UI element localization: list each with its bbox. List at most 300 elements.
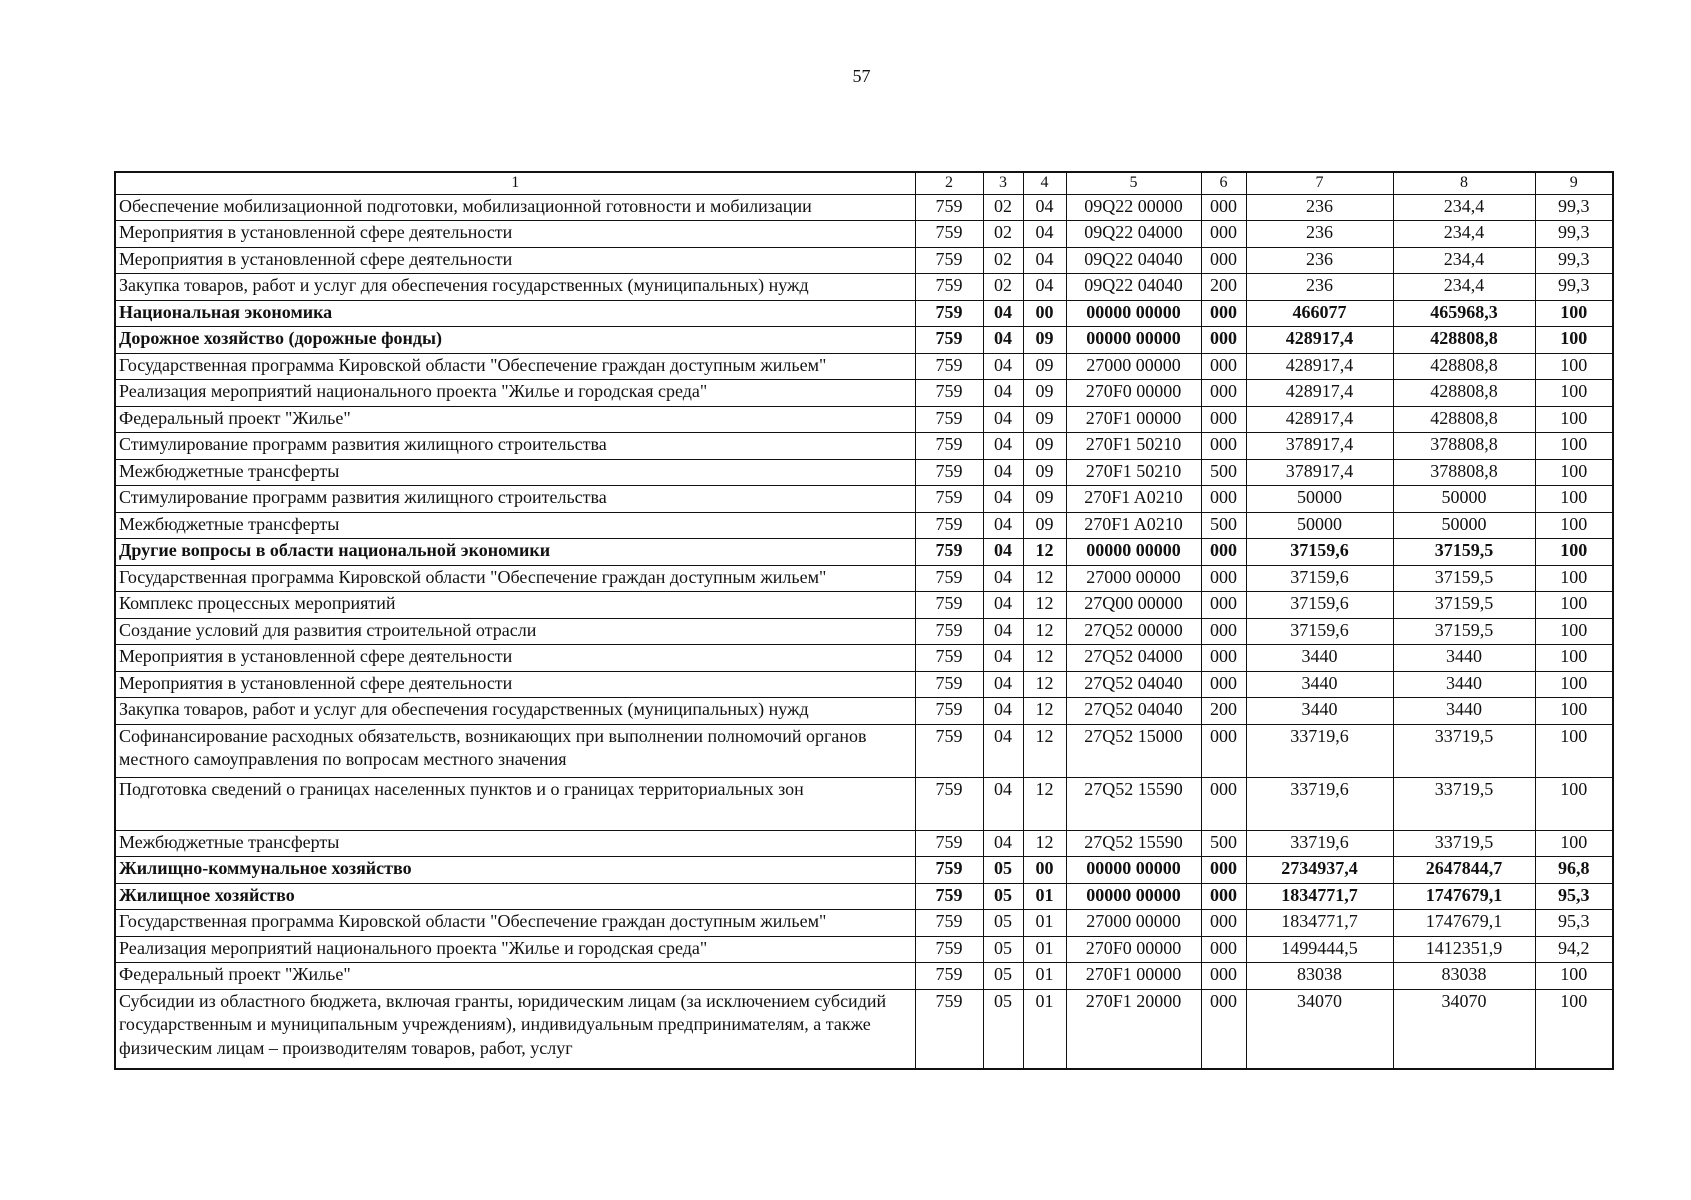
table-row bbox=[115, 777, 1613, 830]
expense-type-cell: 000 bbox=[1201, 433, 1246, 460]
table-row bbox=[115, 830, 1613, 857]
table-row bbox=[115, 618, 1613, 645]
row-name-cell: Федеральный проект "Жилье" bbox=[115, 963, 915, 990]
subsection-cell: 04 bbox=[1023, 274, 1066, 301]
actual-amount-cell: 234,4 bbox=[1393, 194, 1535, 221]
actual-amount-cell: 33719,5 bbox=[1393, 724, 1535, 777]
subsection-cell: 04 bbox=[1023, 247, 1066, 274]
row-name-cell: Другие вопросы в области национальной экономики bbox=[115, 539, 915, 566]
expense-type-cell: 000 bbox=[1201, 486, 1246, 513]
section-cell: 05 bbox=[983, 963, 1023, 990]
actual-amount-cell: 234,4 bbox=[1393, 221, 1535, 248]
expense-type-cell: 000 bbox=[1201, 247, 1246, 274]
row-name-cell: Закупка товаров, работ и услуг для обеспечения государственных (муниципальных) нужд bbox=[115, 274, 915, 301]
admin-code-cell: 759 bbox=[915, 936, 983, 963]
row-name-cell: Закупка товаров, работ и услуг для обеспечения государственных (муниципальных) нужд bbox=[115, 698, 915, 725]
table-body bbox=[115, 172, 1613, 1069]
subsection-cell: 12 bbox=[1023, 645, 1066, 672]
target-article-cell: 27Q52 15000 bbox=[1066, 724, 1201, 777]
table-row bbox=[115, 433, 1613, 460]
expense-type-cell: 000 bbox=[1201, 963, 1246, 990]
planned-amount-cell: 33719,6 bbox=[1246, 724, 1393, 777]
section-cell: 05 bbox=[983, 989, 1023, 1069]
percent-cell: 100 bbox=[1535, 327, 1613, 354]
actual-amount-cell: 428808,8 bbox=[1393, 353, 1535, 380]
table-row bbox=[115, 380, 1613, 407]
expense-type-cell: 000 bbox=[1201, 539, 1246, 566]
planned-amount-cell: 33719,6 bbox=[1246, 777, 1393, 830]
subsection-cell: 12 bbox=[1023, 777, 1066, 830]
section-cell: 04 bbox=[983, 777, 1023, 830]
subsection-cell: 09 bbox=[1023, 380, 1066, 407]
target-article-cell: 27Q52 04000 bbox=[1066, 645, 1201, 672]
expense-type-cell: 000 bbox=[1201, 380, 1246, 407]
row-name-cell: Комплекс процессных мероприятий bbox=[115, 592, 915, 619]
table-row bbox=[115, 247, 1613, 274]
header-cell: 7 bbox=[1246, 172, 1393, 194]
percent-cell: 100 bbox=[1535, 512, 1613, 539]
table-row bbox=[115, 698, 1613, 725]
percent-cell: 100 bbox=[1535, 565, 1613, 592]
subsection-cell: 04 bbox=[1023, 194, 1066, 221]
planned-amount-cell: 236 bbox=[1246, 221, 1393, 248]
section-cell: 04 bbox=[983, 645, 1023, 672]
percent-cell: 99,3 bbox=[1535, 194, 1613, 221]
admin-code-cell: 759 bbox=[915, 777, 983, 830]
target-article-cell: 27Q52 15590 bbox=[1066, 830, 1201, 857]
admin-code-cell: 759 bbox=[915, 989, 983, 1069]
expense-type-cell: 500 bbox=[1201, 459, 1246, 486]
row-name-cell: Жилищно-коммунальное хозяйство bbox=[115, 857, 915, 884]
planned-amount-cell: 236 bbox=[1246, 274, 1393, 301]
planned-amount-cell: 1834771,7 bbox=[1246, 910, 1393, 937]
target-article-cell: 27000 00000 bbox=[1066, 565, 1201, 592]
section-cell: 04 bbox=[983, 459, 1023, 486]
actual-amount-cell: 34070 bbox=[1393, 989, 1535, 1069]
admin-code-cell: 759 bbox=[915, 857, 983, 884]
section-cell: 05 bbox=[983, 883, 1023, 910]
admin-code-cell: 759 bbox=[915, 830, 983, 857]
table-row bbox=[115, 963, 1613, 990]
table-row bbox=[115, 857, 1613, 884]
percent-cell: 100 bbox=[1535, 539, 1613, 566]
header-cell: 1 bbox=[115, 172, 915, 194]
row-name-cell: Реализация мероприятий национального проекта "Жилье и городская среда" bbox=[115, 380, 915, 407]
row-name-cell: Национальная экономика bbox=[115, 300, 915, 327]
row-name-cell: Стимулирование программ развития жилищного строительства bbox=[115, 486, 915, 513]
expense-type-cell: 000 bbox=[1201, 618, 1246, 645]
percent-cell: 100 bbox=[1535, 592, 1613, 619]
actual-amount-cell: 428808,8 bbox=[1393, 380, 1535, 407]
subsection-cell: 09 bbox=[1023, 433, 1066, 460]
section-cell: 04 bbox=[983, 300, 1023, 327]
target-article-cell: 27000 00000 bbox=[1066, 910, 1201, 937]
percent-cell: 94,2 bbox=[1535, 936, 1613, 963]
admin-code-cell: 759 bbox=[915, 565, 983, 592]
table-row bbox=[115, 539, 1613, 566]
planned-amount-cell: 3440 bbox=[1246, 698, 1393, 725]
table-row bbox=[115, 936, 1613, 963]
section-cell: 02 bbox=[983, 221, 1023, 248]
row-name-cell: Софинансирование расходных обязательств, возникающих при выполнении полномочий органов местного самоуправления по вопросам местного значения bbox=[115, 724, 915, 777]
planned-amount-cell: 428917,4 bbox=[1246, 327, 1393, 354]
section-cell: 04 bbox=[983, 592, 1023, 619]
subsection-cell: 09 bbox=[1023, 406, 1066, 433]
expense-type-cell: 000 bbox=[1201, 406, 1246, 433]
planned-amount-cell: 428917,4 bbox=[1246, 406, 1393, 433]
percent-cell: 100 bbox=[1535, 989, 1613, 1069]
actual-amount-cell: 37159,5 bbox=[1393, 592, 1535, 619]
expense-type-cell: 000 bbox=[1201, 910, 1246, 937]
target-article-cell: 270F0 00000 bbox=[1066, 380, 1201, 407]
planned-amount-cell: 2734937,4 bbox=[1246, 857, 1393, 884]
admin-code-cell: 759 bbox=[915, 486, 983, 513]
admin-code-cell: 759 bbox=[915, 618, 983, 645]
row-name-cell: Стимулирование программ развития жилищного строительства bbox=[115, 433, 915, 460]
table-row bbox=[115, 671, 1613, 698]
actual-amount-cell: 37159,5 bbox=[1393, 618, 1535, 645]
planned-amount-cell: 378917,4 bbox=[1246, 433, 1393, 460]
percent-cell: 100 bbox=[1535, 433, 1613, 460]
section-cell: 05 bbox=[983, 910, 1023, 937]
row-name-cell: Межбюджетные трансферты bbox=[115, 830, 915, 857]
actual-amount-cell: 428808,8 bbox=[1393, 406, 1535, 433]
expense-type-cell: 000 bbox=[1201, 194, 1246, 221]
table-row bbox=[115, 274, 1613, 301]
admin-code-cell: 759 bbox=[915, 963, 983, 990]
percent-cell: 99,3 bbox=[1535, 247, 1613, 274]
target-article-cell: 270F1 A0210 bbox=[1066, 486, 1201, 513]
row-name-cell: Создание условий для развития строительной отрасли bbox=[115, 618, 915, 645]
admin-code-cell: 759 bbox=[915, 406, 983, 433]
admin-code-cell: 759 bbox=[915, 353, 983, 380]
admin-code-cell: 759 bbox=[915, 327, 983, 354]
target-article-cell: 09Q22 04040 bbox=[1066, 247, 1201, 274]
planned-amount-cell: 34070 bbox=[1246, 989, 1393, 1069]
expense-type-cell: 000 bbox=[1201, 565, 1246, 592]
section-cell: 04 bbox=[983, 327, 1023, 354]
admin-code-cell: 759 bbox=[915, 724, 983, 777]
expense-type-cell: 200 bbox=[1201, 698, 1246, 725]
section-cell: 02 bbox=[983, 194, 1023, 221]
percent-cell: 99,3 bbox=[1535, 274, 1613, 301]
percent-cell: 100 bbox=[1535, 963, 1613, 990]
subsection-cell: 01 bbox=[1023, 883, 1066, 910]
target-article-cell: 00000 00000 bbox=[1066, 857, 1201, 884]
planned-amount-cell: 466077 bbox=[1246, 300, 1393, 327]
table-row bbox=[115, 406, 1613, 433]
admin-code-cell: 759 bbox=[915, 645, 983, 672]
actual-amount-cell: 33719,5 bbox=[1393, 777, 1535, 830]
target-article-cell: 00000 00000 bbox=[1066, 327, 1201, 354]
percent-cell: 100 bbox=[1535, 353, 1613, 380]
expense-type-cell: 000 bbox=[1201, 300, 1246, 327]
section-cell: 04 bbox=[983, 698, 1023, 725]
row-name-cell: Жилищное хозяйство bbox=[115, 883, 915, 910]
row-name-cell: Государственная программа Кировской области "Обеспечение граждан доступным жильем" bbox=[115, 353, 915, 380]
planned-amount-cell: 428917,4 bbox=[1246, 353, 1393, 380]
percent-cell: 100 bbox=[1535, 618, 1613, 645]
table-row bbox=[115, 883, 1613, 910]
planned-amount-cell: 236 bbox=[1246, 247, 1393, 274]
row-name-cell: Межбюджетные трансферты bbox=[115, 512, 915, 539]
row-name-cell: Подготовка сведений о границах населенных пунктов и о границах территориальных зон bbox=[115, 777, 915, 830]
actual-amount-cell: 428808,8 bbox=[1393, 327, 1535, 354]
actual-amount-cell: 37159,5 bbox=[1393, 539, 1535, 566]
actual-amount-cell: 83038 bbox=[1393, 963, 1535, 990]
expense-type-cell: 000 bbox=[1201, 327, 1246, 354]
target-article-cell: 270F0 00000 bbox=[1066, 936, 1201, 963]
section-cell: 04 bbox=[983, 380, 1023, 407]
target-article-cell: 27Q52 04040 bbox=[1066, 698, 1201, 725]
actual-amount-cell: 1747679,1 bbox=[1393, 883, 1535, 910]
admin-code-cell: 759 bbox=[915, 221, 983, 248]
row-name-cell: Обеспечение мобилизационной подготовки, мобилизационной готовности и мобилизации bbox=[115, 194, 915, 221]
actual-amount-cell: 3440 bbox=[1393, 645, 1535, 672]
section-cell: 04 bbox=[983, 512, 1023, 539]
target-article-cell: 00000 00000 bbox=[1066, 539, 1201, 566]
actual-amount-cell: 1747679,1 bbox=[1393, 910, 1535, 937]
actual-amount-cell: 50000 bbox=[1393, 512, 1535, 539]
table-row bbox=[115, 353, 1613, 380]
actual-amount-cell: 33719,5 bbox=[1393, 830, 1535, 857]
target-article-cell: 27Q52 15590 bbox=[1066, 777, 1201, 830]
page-number: 57 bbox=[852, 66, 871, 86]
target-article-cell: 27Q52 04040 bbox=[1066, 671, 1201, 698]
target-article-cell: 09Q22 04040 bbox=[1066, 274, 1201, 301]
target-article-cell: 270F1 50210 bbox=[1066, 433, 1201, 460]
planned-amount-cell: 50000 bbox=[1246, 486, 1393, 513]
header-cell: 6 bbox=[1201, 172, 1246, 194]
section-cell: 04 bbox=[983, 565, 1023, 592]
actual-amount-cell: 234,4 bbox=[1393, 274, 1535, 301]
expense-type-cell: 000 bbox=[1201, 645, 1246, 672]
row-name-cell: Дорожное хозяйство (дорожные фонды) bbox=[115, 327, 915, 354]
subsection-cell: 12 bbox=[1023, 724, 1066, 777]
subsection-cell: 12 bbox=[1023, 830, 1066, 857]
target-article-cell: 09Q22 00000 bbox=[1066, 194, 1201, 221]
subsection-cell: 09 bbox=[1023, 486, 1066, 513]
target-article-cell: 270F1 50210 bbox=[1066, 459, 1201, 486]
target-article-cell: 270F1 A0210 bbox=[1066, 512, 1201, 539]
planned-amount-cell: 83038 bbox=[1246, 963, 1393, 990]
percent-cell: 100 bbox=[1535, 830, 1613, 857]
table-row bbox=[115, 592, 1613, 619]
admin-code-cell: 759 bbox=[915, 883, 983, 910]
table-row bbox=[115, 565, 1613, 592]
table-row bbox=[115, 327, 1613, 354]
section-cell: 02 bbox=[983, 247, 1023, 274]
table-row bbox=[115, 910, 1613, 937]
header-cell: 5 bbox=[1066, 172, 1201, 194]
table-row bbox=[115, 512, 1613, 539]
expense-type-cell: 000 bbox=[1201, 936, 1246, 963]
percent-cell: 95,3 bbox=[1535, 883, 1613, 910]
expense-type-cell: 000 bbox=[1201, 724, 1246, 777]
expense-type-cell: 200 bbox=[1201, 274, 1246, 301]
expense-type-cell: 000 bbox=[1201, 671, 1246, 698]
subsection-cell: 01 bbox=[1023, 936, 1066, 963]
subsection-cell: 09 bbox=[1023, 512, 1066, 539]
expense-type-cell: 000 bbox=[1201, 883, 1246, 910]
subsection-cell: 09 bbox=[1023, 459, 1066, 486]
planned-amount-cell: 33719,6 bbox=[1246, 830, 1393, 857]
row-name-cell: Государственная программа Кировской области "Обеспечение граждан доступным жильем" bbox=[115, 565, 915, 592]
subsection-cell: 00 bbox=[1023, 857, 1066, 884]
percent-cell: 100 bbox=[1535, 777, 1613, 830]
actual-amount-cell: 378808,8 bbox=[1393, 459, 1535, 486]
percent-cell: 95,3 bbox=[1535, 910, 1613, 937]
subsection-cell: 01 bbox=[1023, 910, 1066, 937]
subsection-cell: 12 bbox=[1023, 698, 1066, 725]
actual-amount-cell: 1412351,9 bbox=[1393, 936, 1535, 963]
planned-amount-cell: 236 bbox=[1246, 194, 1393, 221]
target-article-cell: 270F1 20000 bbox=[1066, 989, 1201, 1069]
subsection-cell: 00 bbox=[1023, 300, 1066, 327]
planned-amount-cell: 50000 bbox=[1246, 512, 1393, 539]
subsection-cell: 01 bbox=[1023, 989, 1066, 1069]
target-article-cell: 270F1 00000 bbox=[1066, 406, 1201, 433]
row-name-cell: Субсидии из областного бюджета, включая гранты, юридическим лицам (за исключением субсидий государственным и муниципальным учреждениям), индивидуальным предпринимателям, а также физическим лицам – производителям товаров, работ, услуг bbox=[115, 989, 915, 1069]
row-name-cell: Реализация мероприятий национального проекта "Жилье и городская среда" bbox=[115, 936, 915, 963]
row-name-cell: Межбюджетные трансферты bbox=[115, 459, 915, 486]
table-row bbox=[115, 486, 1613, 513]
actual-amount-cell: 3440 bbox=[1393, 671, 1535, 698]
expense-type-cell: 000 bbox=[1201, 592, 1246, 619]
table-row bbox=[115, 300, 1613, 327]
row-name-cell: Федеральный проект "Жилье" bbox=[115, 406, 915, 433]
section-cell: 04 bbox=[983, 724, 1023, 777]
admin-code-cell: 759 bbox=[915, 910, 983, 937]
subsection-cell: 09 bbox=[1023, 353, 1066, 380]
table-row bbox=[115, 724, 1613, 777]
row-name-cell: Государственная программа Кировской области "Обеспечение граждан доступным жильем" bbox=[115, 910, 915, 937]
header-cell: 9 bbox=[1535, 172, 1613, 194]
planned-amount-cell: 37159,6 bbox=[1246, 618, 1393, 645]
budget-table bbox=[114, 171, 1614, 1070]
section-cell: 04 bbox=[983, 353, 1023, 380]
section-cell: 04 bbox=[983, 618, 1023, 645]
admin-code-cell: 759 bbox=[915, 512, 983, 539]
planned-amount-cell: 37159,6 bbox=[1246, 592, 1393, 619]
section-cell: 05 bbox=[983, 857, 1023, 884]
row-name-cell: Мероприятия в установленной сфере деятельности bbox=[115, 221, 915, 248]
header-row bbox=[115, 172, 1613, 194]
expense-type-cell: 000 bbox=[1201, 777, 1246, 830]
actual-amount-cell: 37159,5 bbox=[1393, 565, 1535, 592]
target-article-cell: 00000 00000 bbox=[1066, 883, 1201, 910]
target-article-cell: 00000 00000 bbox=[1066, 300, 1201, 327]
planned-amount-cell: 1499444,5 bbox=[1246, 936, 1393, 963]
expense-type-cell: 000 bbox=[1201, 857, 1246, 884]
planned-amount-cell: 37159,6 bbox=[1246, 539, 1393, 566]
header-cell: 4 bbox=[1023, 172, 1066, 194]
header-cell: 8 bbox=[1393, 172, 1535, 194]
admin-code-cell: 759 bbox=[915, 539, 983, 566]
percent-cell: 99,3 bbox=[1535, 221, 1613, 248]
expense-type-cell: 000 bbox=[1201, 989, 1246, 1069]
percent-cell: 96,8 bbox=[1535, 857, 1613, 884]
subsection-cell: 12 bbox=[1023, 671, 1066, 698]
admin-code-cell: 759 bbox=[915, 274, 983, 301]
planned-amount-cell: 37159,6 bbox=[1246, 565, 1393, 592]
admin-code-cell: 759 bbox=[915, 194, 983, 221]
section-cell: 04 bbox=[983, 830, 1023, 857]
target-article-cell: 09Q22 04000 bbox=[1066, 221, 1201, 248]
subsection-cell: 04 bbox=[1023, 221, 1066, 248]
actual-amount-cell: 3440 bbox=[1393, 698, 1535, 725]
section-cell: 04 bbox=[983, 433, 1023, 460]
subsection-cell: 12 bbox=[1023, 592, 1066, 619]
percent-cell: 100 bbox=[1535, 380, 1613, 407]
target-article-cell: 27000 00000 bbox=[1066, 353, 1201, 380]
section-cell: 05 bbox=[983, 936, 1023, 963]
section-cell: 04 bbox=[983, 486, 1023, 513]
section-cell: 04 bbox=[983, 539, 1023, 566]
planned-amount-cell: 3440 bbox=[1246, 671, 1393, 698]
percent-cell: 100 bbox=[1535, 459, 1613, 486]
section-cell: 04 bbox=[983, 671, 1023, 698]
actual-amount-cell: 234,4 bbox=[1393, 247, 1535, 274]
admin-code-cell: 759 bbox=[915, 698, 983, 725]
actual-amount-cell: 50000 bbox=[1393, 486, 1535, 513]
actual-amount-cell: 378808,8 bbox=[1393, 433, 1535, 460]
table-row bbox=[115, 645, 1613, 672]
percent-cell: 100 bbox=[1535, 406, 1613, 433]
row-name-cell: Мероприятия в установленной сфере деятельности bbox=[115, 247, 915, 274]
section-cell: 04 bbox=[983, 406, 1023, 433]
target-article-cell: 27Q52 00000 bbox=[1066, 618, 1201, 645]
admin-code-cell: 759 bbox=[915, 592, 983, 619]
expense-type-cell: 500 bbox=[1201, 512, 1246, 539]
section-cell: 02 bbox=[983, 274, 1023, 301]
expense-type-cell: 000 bbox=[1201, 353, 1246, 380]
table-row bbox=[115, 459, 1613, 486]
expense-type-cell: 000 bbox=[1201, 221, 1246, 248]
header-cell: 2 bbox=[915, 172, 983, 194]
table-row bbox=[115, 989, 1613, 1069]
admin-code-cell: 759 bbox=[915, 459, 983, 486]
percent-cell: 100 bbox=[1535, 698, 1613, 725]
percent-cell: 100 bbox=[1535, 645, 1613, 672]
percent-cell: 100 bbox=[1535, 486, 1613, 513]
subsection-cell: 01 bbox=[1023, 963, 1066, 990]
planned-amount-cell: 428917,4 bbox=[1246, 380, 1393, 407]
admin-code-cell: 759 bbox=[915, 380, 983, 407]
admin-code-cell: 759 bbox=[915, 300, 983, 327]
target-article-cell: 27Q00 00000 bbox=[1066, 592, 1201, 619]
table-row bbox=[115, 221, 1613, 248]
table-row bbox=[115, 194, 1613, 221]
planned-amount-cell: 1834771,7 bbox=[1246, 883, 1393, 910]
row-name-cell: Мероприятия в установленной сфере деятельности bbox=[115, 671, 915, 698]
subsection-cell: 12 bbox=[1023, 618, 1066, 645]
admin-code-cell: 759 bbox=[915, 247, 983, 274]
header-cell: 3 bbox=[983, 172, 1023, 194]
actual-amount-cell: 465968,3 bbox=[1393, 300, 1535, 327]
target-article-cell: 270F1 00000 bbox=[1066, 963, 1201, 990]
percent-cell: 100 bbox=[1535, 671, 1613, 698]
percent-cell: 100 bbox=[1535, 300, 1613, 327]
subsection-cell: 12 bbox=[1023, 539, 1066, 566]
subsection-cell: 09 bbox=[1023, 327, 1066, 354]
admin-code-cell: 759 bbox=[915, 671, 983, 698]
percent-cell: 100 bbox=[1535, 724, 1613, 777]
planned-amount-cell: 3440 bbox=[1246, 645, 1393, 672]
expense-type-cell: 500 bbox=[1201, 830, 1246, 857]
actual-amount-cell: 2647844,7 bbox=[1393, 857, 1535, 884]
subsection-cell: 12 bbox=[1023, 565, 1066, 592]
